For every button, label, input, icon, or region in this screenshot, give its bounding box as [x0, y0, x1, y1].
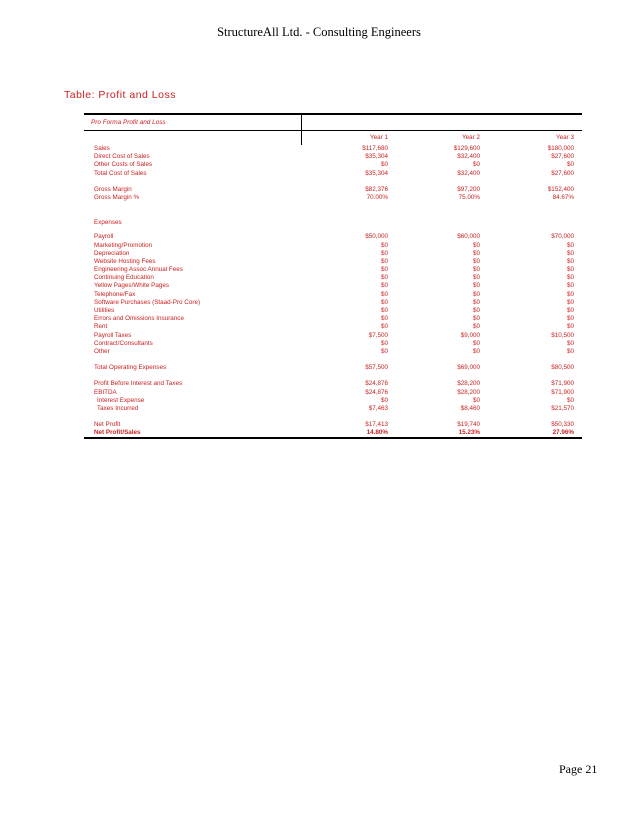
row-label: Total Cost of Sales — [94, 169, 147, 177]
year-3-value: $0 — [566, 307, 574, 314]
year-2-value: 15.23% — [458, 429, 480, 437]
year-1-value: $24,876 — [365, 380, 388, 388]
row-label: Profit Before Interest and Taxes — [94, 380, 183, 388]
year-2-value: $0 — [472, 161, 480, 169]
year-3-value: $0 — [566, 396, 574, 404]
table-row — [84, 299, 582, 307]
page-header: StructureAll Ltd. - Consulting Engineers — [217, 25, 421, 39]
year-3-value: $180,000 — [547, 145, 574, 152]
table-row — [84, 161, 582, 169]
year-3-value: $27,600 — [551, 153, 574, 161]
year-3-value: $0 — [566, 339, 574, 347]
row-label: Rent — [94, 323, 108, 331]
row-label: Gross Margin % — [94, 193, 140, 201]
year-2-value: $0 — [472, 290, 480, 298]
profit-loss-table — [84, 113, 582, 439]
table-row — [84, 364, 582, 372]
year-1-value: $0 — [380, 347, 388, 355]
table-row — [84, 282, 582, 290]
year-1-value: $0 — [380, 298, 388, 306]
year-2-value: $0 — [472, 339, 480, 347]
year-2-value: $32,400 — [457, 169, 480, 177]
year-1-value: $0 — [380, 315, 388, 323]
year-2-value: $8,460 — [460, 404, 480, 412]
net-profit-block — [84, 421, 582, 437]
table-row — [84, 323, 582, 331]
row-label: Continuing Education — [94, 274, 154, 282]
table-row — [84, 405, 582, 413]
profit-block — [84, 380, 582, 413]
table-row — [84, 266, 582, 274]
year-2-value: $129,600 — [453, 145, 480, 152]
year-3-value: $0 — [566, 323, 574, 331]
row-label: Payroll — [94, 233, 114, 241]
year-header-row — [84, 131, 582, 145]
year-3-value: $0 — [566, 241, 574, 249]
year-2-value: 75.00% — [458, 193, 480, 201]
table-row — [84, 153, 582, 161]
row-label: Yellow Pages/White Pages — [94, 282, 170, 290]
row-label: Contract/Consultants — [94, 339, 153, 347]
year-2-value: $28,200 — [457, 388, 480, 396]
table-row — [84, 258, 582, 266]
table-row — [84, 307, 582, 315]
year-1-header: Year 1 — [370, 134, 388, 141]
row-label: Payroll Taxes — [94, 331, 132, 339]
year-1-value: $0 — [380, 249, 388, 257]
year-3-value: $71,900 — [551, 388, 574, 396]
year-1-value: $0 — [380, 274, 388, 282]
year-1-value: $7,500 — [368, 331, 388, 339]
row-label: Total Operating Expenses — [94, 364, 167, 372]
table-row — [84, 380, 582, 388]
year-1-value: $0 — [380, 323, 388, 331]
table-row — [84, 242, 582, 250]
expenses-heading: Expenses — [94, 219, 122, 227]
year-3-value: 84.67% — [552, 193, 574, 201]
year-2-value: $0 — [472, 347, 480, 355]
expenses-block — [84, 233, 582, 356]
year-3-value: $21,570 — [551, 404, 574, 412]
year-3-value: $0 — [566, 266, 574, 274]
year-2-value: $0 — [472, 315, 480, 323]
year-1-value: $57,500 — [365, 364, 388, 372]
year-3-value: $0 — [566, 282, 574, 290]
year-1-value: $0 — [380, 282, 388, 290]
row-label: Interest Expense — [97, 396, 145, 404]
table-row — [84, 170, 582, 178]
year-2-value: $32,400 — [457, 153, 480, 161]
table-row — [84, 315, 582, 323]
year-1-value: $50,000 — [365, 233, 388, 241]
year-3-value: $0 — [566, 315, 574, 323]
year-3-header: Year 3 — [556, 134, 574, 141]
sales-block — [84, 145, 582, 178]
table-row — [84, 274, 582, 282]
table-row — [84, 194, 582, 202]
year-2-value: $60,000 — [457, 233, 480, 241]
year-1-value: $0 — [380, 266, 388, 274]
year-1-value: $17,413 — [365, 421, 388, 429]
year-1-value: $0 — [380, 241, 388, 249]
year-1-value: $0 — [380, 257, 388, 265]
year-2-value: $0 — [472, 249, 480, 257]
row-label: Software Purchases (Staad-Pro Core) — [94, 298, 201, 306]
margin-block — [84, 186, 582, 202]
row-label: Taxes Incurred — [97, 404, 139, 412]
year-3-value: $70,000 — [551, 233, 574, 241]
year-2-value: $97,200 — [457, 185, 480, 193]
row-label: Other Costs of Sales — [94, 161, 153, 169]
table-row — [84, 429, 582, 437]
row-label: Direct Cost of Sales — [94, 153, 150, 161]
table-row — [84, 145, 582, 153]
year-2-value: $0 — [472, 274, 480, 282]
year-1-value: $24,876 — [365, 388, 388, 396]
year-2-value: $0 — [472, 307, 480, 314]
year-2-value: $0 — [472, 282, 480, 290]
year-1-value: 14.80% — [366, 429, 388, 437]
year-3-value: $0 — [566, 347, 574, 355]
table-row — [84, 389, 582, 397]
table-row — [84, 186, 582, 194]
year-2-value: $28,200 — [457, 380, 480, 388]
row-label: Net Profit/Sales — [94, 429, 141, 437]
table-row — [84, 397, 582, 405]
year-1-value: $0 — [380, 396, 388, 404]
section-title: Table: Profit and Loss — [64, 89, 176, 101]
year-3-value: $0 — [566, 161, 574, 169]
year-3-value: 27.96% — [552, 429, 574, 437]
year-1-value: $7,463 — [368, 404, 388, 412]
row-label: Other — [94, 347, 110, 355]
year-2-value: $0 — [472, 298, 480, 306]
year-3-value: $10,500 — [551, 331, 574, 339]
expenses-heading-row — [84, 219, 582, 227]
table-row — [84, 250, 582, 258]
year-2-value: $0 — [472, 266, 480, 274]
row-label: EBITDA — [94, 388, 117, 396]
year-1-value: $82,376 — [365, 185, 388, 193]
row-label: Telephone/Fax — [94, 290, 136, 298]
table-row — [84, 291, 582, 299]
year-3-value: $0 — [566, 298, 574, 306]
total-operating-block — [84, 364, 582, 372]
year-3-value: $0 — [566, 249, 574, 257]
year-1-value: $35,304 — [365, 153, 388, 161]
table-row — [84, 348, 582, 356]
year-3-value: $80,500 — [551, 364, 574, 372]
year-2-value: $0 — [472, 396, 480, 404]
table-row — [84, 421, 582, 429]
row-label: Marketing/Promotion — [94, 241, 153, 249]
row-label: Depreciation — [94, 249, 130, 257]
year-1-value: 70.00% — [366, 193, 388, 201]
year-3-value: $50,330 — [551, 421, 574, 429]
year-2-value: $0 — [472, 323, 480, 331]
page-number: Page 21 — [559, 762, 598, 776]
year-3-value: $0 — [566, 257, 574, 265]
table-bottom-rule — [84, 437, 582, 439]
year-2-value: $0 — [472, 257, 480, 265]
year-1-value: $117,680 — [362, 145, 388, 152]
year-2-value: $9,000 — [460, 331, 480, 339]
year-3-value: $152,400 — [547, 185, 574, 193]
row-label: Net Profit — [94, 421, 121, 429]
year-2-value: $69,000 — [457, 364, 480, 372]
year-3-value: $71,900 — [551, 380, 574, 388]
table-caption-row — [84, 115, 582, 130]
year-1-value: $0 — [380, 339, 388, 347]
row-label: Website Hosting Fees — [94, 257, 156, 265]
table-row — [84, 233, 582, 241]
year-2-value: $19,740 — [457, 421, 480, 429]
year-1-value: $35,304 — [365, 169, 388, 177]
year-3-value: $0 — [566, 290, 574, 298]
year-3-value: $0 — [566, 274, 574, 282]
table-row — [84, 340, 582, 348]
row-label: Engineering Assoc Annual Fees — [94, 266, 183, 274]
row-label: Utilities — [94, 307, 115, 314]
year-1-value: $0 — [380, 290, 388, 298]
year-1-value: $0 — [380, 307, 388, 314]
year-2-header: Year 2 — [462, 134, 480, 141]
year-2-value: $0 — [472, 241, 480, 249]
year-3-value: $27,600 — [551, 169, 574, 177]
table-row — [84, 332, 582, 340]
row-label: Gross Margin — [94, 185, 132, 193]
row-label: Errors and Omissions Insurance — [94, 315, 184, 323]
table-caption: Pro Forma Profit and Loss — [91, 119, 166, 126]
year-1-value: $0 — [380, 161, 388, 169]
row-label: Sales — [94, 145, 110, 152]
